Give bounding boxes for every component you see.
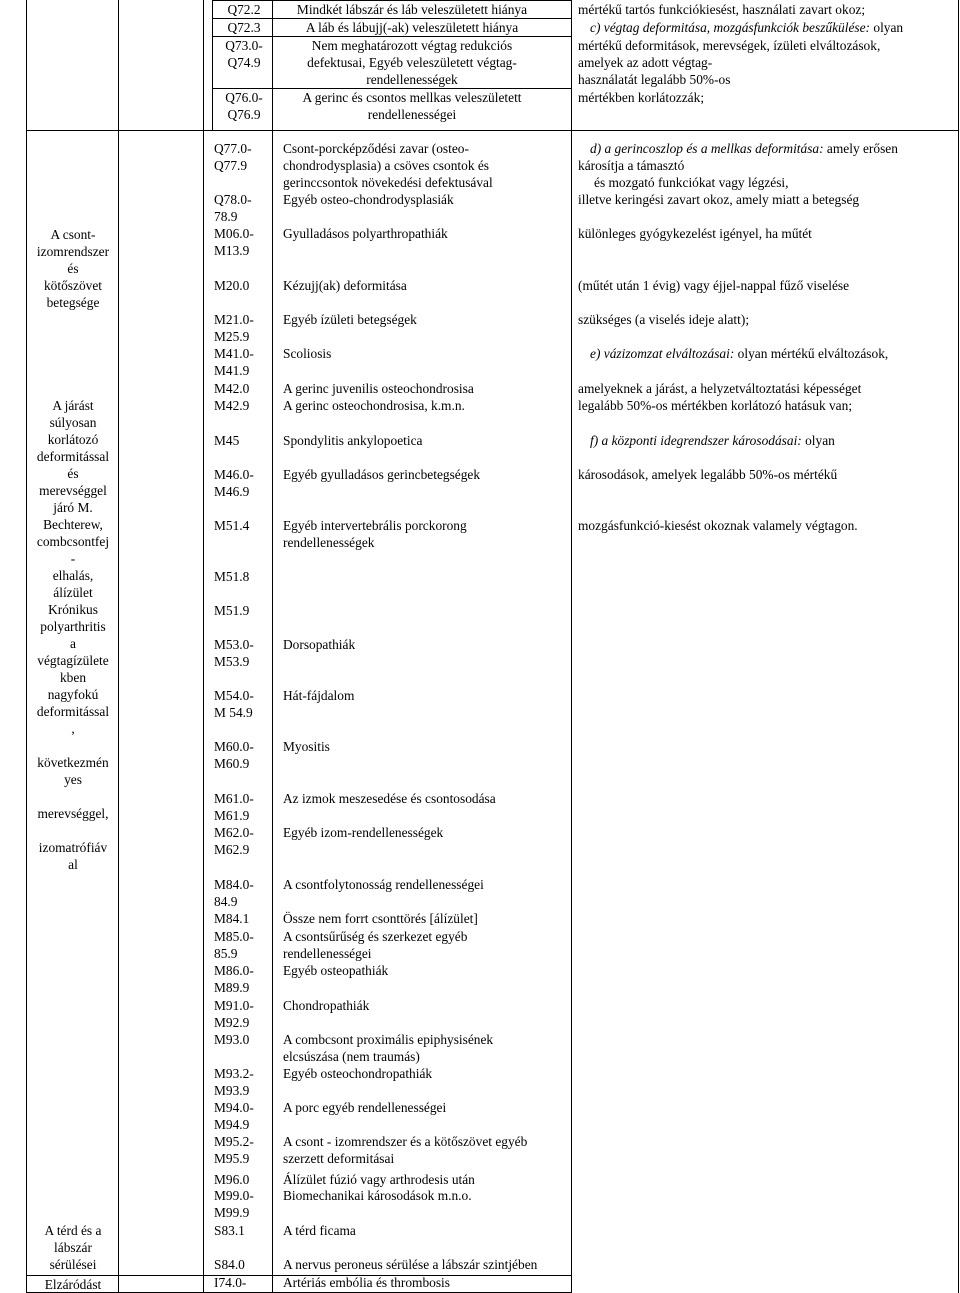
left-group-1: A csont- izomrendszer és kötőszövet betegsége: [36, 227, 110, 310]
code-cell: M06.0- M13.9: [214, 226, 254, 258]
description-cell: A combcsont proximális epiphysisének elcsúszása (nem traumás): [283, 1032, 494, 1064]
top-right-line: mértékű deformitások, merevségek, ízületi elváltozások,: [578, 38, 881, 53]
description-cell: Hát-fájdalom: [283, 688, 355, 703]
top-row-code: Q76.0- Q76.9: [225, 90, 263, 122]
code-cell: M53.0- M53.9: [214, 637, 254, 669]
description-cell: Álízület fúzió vagy arthrodesis után: [283, 1172, 475, 1187]
code-cell: M62.0- M62.9: [214, 825, 254, 857]
description-cell: Gyulladásos polyarthropathiák: [283, 226, 448, 241]
code-cell: M42.0: [214, 381, 250, 396]
code-cell: M85.0- 85.9: [214, 929, 254, 961]
code-cell: M84.0- 84.9: [214, 877, 254, 909]
code-cell: M93.2- M93.9: [214, 1066, 254, 1098]
code-cell: S83.1: [214, 1223, 245, 1238]
description-cell: A gerinc osteochondrosisa, k.m.n.: [283, 398, 465, 413]
code-cell: M51.9: [214, 603, 250, 618]
code-cell: M99.0- M99.9: [214, 1188, 254, 1220]
right-col-line: e) vázizomzat elváltozásai: olyan mértékű elváltozások,: [590, 346, 889, 361]
code-cell: M41.0- M41.9: [214, 346, 254, 378]
code-cell: Q78.0- 78.9: [214, 192, 252, 224]
right-col-line: károsítja a támasztó: [578, 158, 685, 173]
right-col-line: d) a gerincoszlop és a mellkas deformitása: amely erősen: [590, 141, 898, 156]
right-col-line: különleges gyógykezelést igényel, ha műtét: [578, 226, 812, 241]
description-cell: Artériás embólia és thrombosis: [283, 1275, 450, 1290]
description-cell: Dorsopathiák: [283, 637, 356, 652]
code-cell: M51.4: [214, 518, 250, 533]
description-cell: Egyéb osteo-chondrodysplasiák: [283, 192, 454, 207]
description-cell: A gerinc juvenilis osteochondrosisa: [283, 381, 474, 396]
code-cell: M86.0- M89.9: [214, 963, 254, 995]
code-cell: S84.0: [214, 1257, 245, 1272]
top-right-line: c) végtag deformitása, mozgásfunkciók beszűkülése: olyan: [590, 20, 904, 35]
top-right-line: mértékű tartós funkciókiesést, használati zavart okoz;: [578, 2, 866, 17]
top-right-line: amelyek az adott végtag-: [578, 55, 713, 70]
description-cell: Egyéb gyulladásos gerincbetegségek: [283, 467, 481, 482]
description-cell: Kézujj(ak) deformitása: [283, 278, 407, 293]
top-row-code: Q72.3: [227, 20, 261, 35]
right-col-line: amelyeknek a járást, a helyzetváltoztatási képességet: [578, 381, 862, 396]
right-col-line: f) a központi idegrendszer károsodásai: olyan: [590, 433, 835, 448]
right-col-line: mozgásfunkció-kiesést okoznak valamely végtagon.: [578, 518, 858, 533]
code-cell: M95.2- M95.9: [214, 1134, 254, 1166]
right-col-line: károsodások, amelyek legalább 50%-os mértékű: [578, 467, 838, 482]
top-right-line: használatát legalább 50%-os: [578, 72, 731, 87]
code-cell: M61.0- M61.9: [214, 791, 254, 823]
code-cell: M60.0- M60.9: [214, 739, 254, 771]
description-cell: Össze nem forrt csonttörés [álízület]: [283, 911, 478, 926]
description-cell: Egyéb osteochondropathiák: [283, 1066, 433, 1081]
description-cell: A csont - izomrendszer és a kötőszövet egyéb szerzett deformitásai: [283, 1134, 528, 1166]
right-col-line: szükséges (a viselés ideje alatt);: [578, 312, 750, 327]
description-cell: Myositis: [283, 739, 330, 754]
top-row-desc: A gerinc és csontos mellkas veleszületett rendellenességei: [302, 90, 522, 122]
top-right-line: mértékben korlátozzák;: [578, 90, 705, 105]
right-col-line: illetve keringési zavart okoz, amely miatt a betegség: [578, 192, 860, 207]
right-col-line: (műtét után 1 évig) vagy éjjel-nappal fűző viselése: [578, 278, 850, 293]
description-cell: A porc egyéb rendellenességei: [283, 1100, 447, 1115]
description-cell: Az izmok meszesedése és csontosodása: [283, 791, 496, 806]
top-row-desc: A láb és lábujj(-ak) veleszületett hiánya: [305, 20, 519, 35]
code-cell: I74.0-: [214, 1275, 247, 1290]
description-cell: Egyéb izom-rendellenességek: [283, 825, 444, 840]
code-cell: Q77.0- Q77.9: [214, 141, 252, 173]
description-cell: A csontfolytonosság rendellenességei: [283, 877, 484, 892]
description-cell: Chondropathiák: [283, 998, 370, 1013]
description-cell: Csont-porcképződési zavar (osteo- chondrodysplasia) a csöves csontok és gerinccsontok növekedési defektusával: [283, 141, 493, 190]
code-cell: M45: [214, 433, 240, 448]
left-group-4: Elzáródást: [44, 1277, 102, 1292]
top-row-code: Q72.2: [227, 2, 261, 17]
description-cell: Egyéb ízületi betegségek: [283, 312, 417, 327]
top-row-desc: Mindkét lábszár és láb veleszületett hiánya: [296, 2, 528, 17]
top-row-code: Q73.0- Q74.9: [225, 38, 263, 70]
code-cell: M94.0- M94.9: [214, 1100, 254, 1132]
code-cell: M93.0: [214, 1032, 250, 1047]
left-group-3: A térd és a lábszár sérülései: [44, 1223, 102, 1272]
description-cell: A nervus peroneus sérülése a lábszár szintjében: [283, 1257, 538, 1272]
code-cell: M46.0- M46.9: [214, 467, 254, 499]
description-cell: Biomechanikai károsodások m.n.o.: [283, 1188, 472, 1203]
code-cell: M21.0- M25.9: [214, 312, 254, 344]
description-cell: A csontsűrűség és szerkezet egyéb rendellenességei: [283, 929, 468, 961]
code-cell: M84.1: [214, 911, 250, 926]
code-cell: M91.0- M92.9: [214, 998, 254, 1030]
code-cell: M51.8: [214, 569, 250, 584]
description-cell: A térd ficama: [283, 1223, 356, 1238]
right-col-line: legalább 50%-os mértékben korlátozó hatásuk van;: [578, 398, 853, 413]
code-cell: M96.0: [214, 1172, 250, 1187]
code-cell: M42.9: [214, 398, 250, 413]
right-col-line: és mozgató funkciókat vagy légzési,: [594, 175, 789, 190]
description-cell: Egyéb intervertebrális porckorong rendellenességek: [283, 518, 467, 550]
code-cell: M20.0: [214, 278, 250, 293]
top-row-desc: Nem meghatározott végtag redukciós defektusai, Egyéb veleszületett végtag- rendellenességek: [307, 38, 517, 87]
description-cell: Spondylitis ankylopoetica: [283, 433, 423, 448]
left-group-2: A járást súlyosan korlátozó deformitással és merevséggel járó M. Bechterew, combcsontfej - elhalás, álízület Krónikus polyarthritis a végtagízülete kben nagyfokú deformitással , következmén yes merevséggel, izomatrófiáv al: [36, 398, 110, 872]
code-cell: M54.0- M 54.9: [214, 688, 254, 720]
description-cell: Egyéb osteopathiák: [283, 963, 389, 978]
description-cell: Scoliosis: [283, 346, 332, 361]
